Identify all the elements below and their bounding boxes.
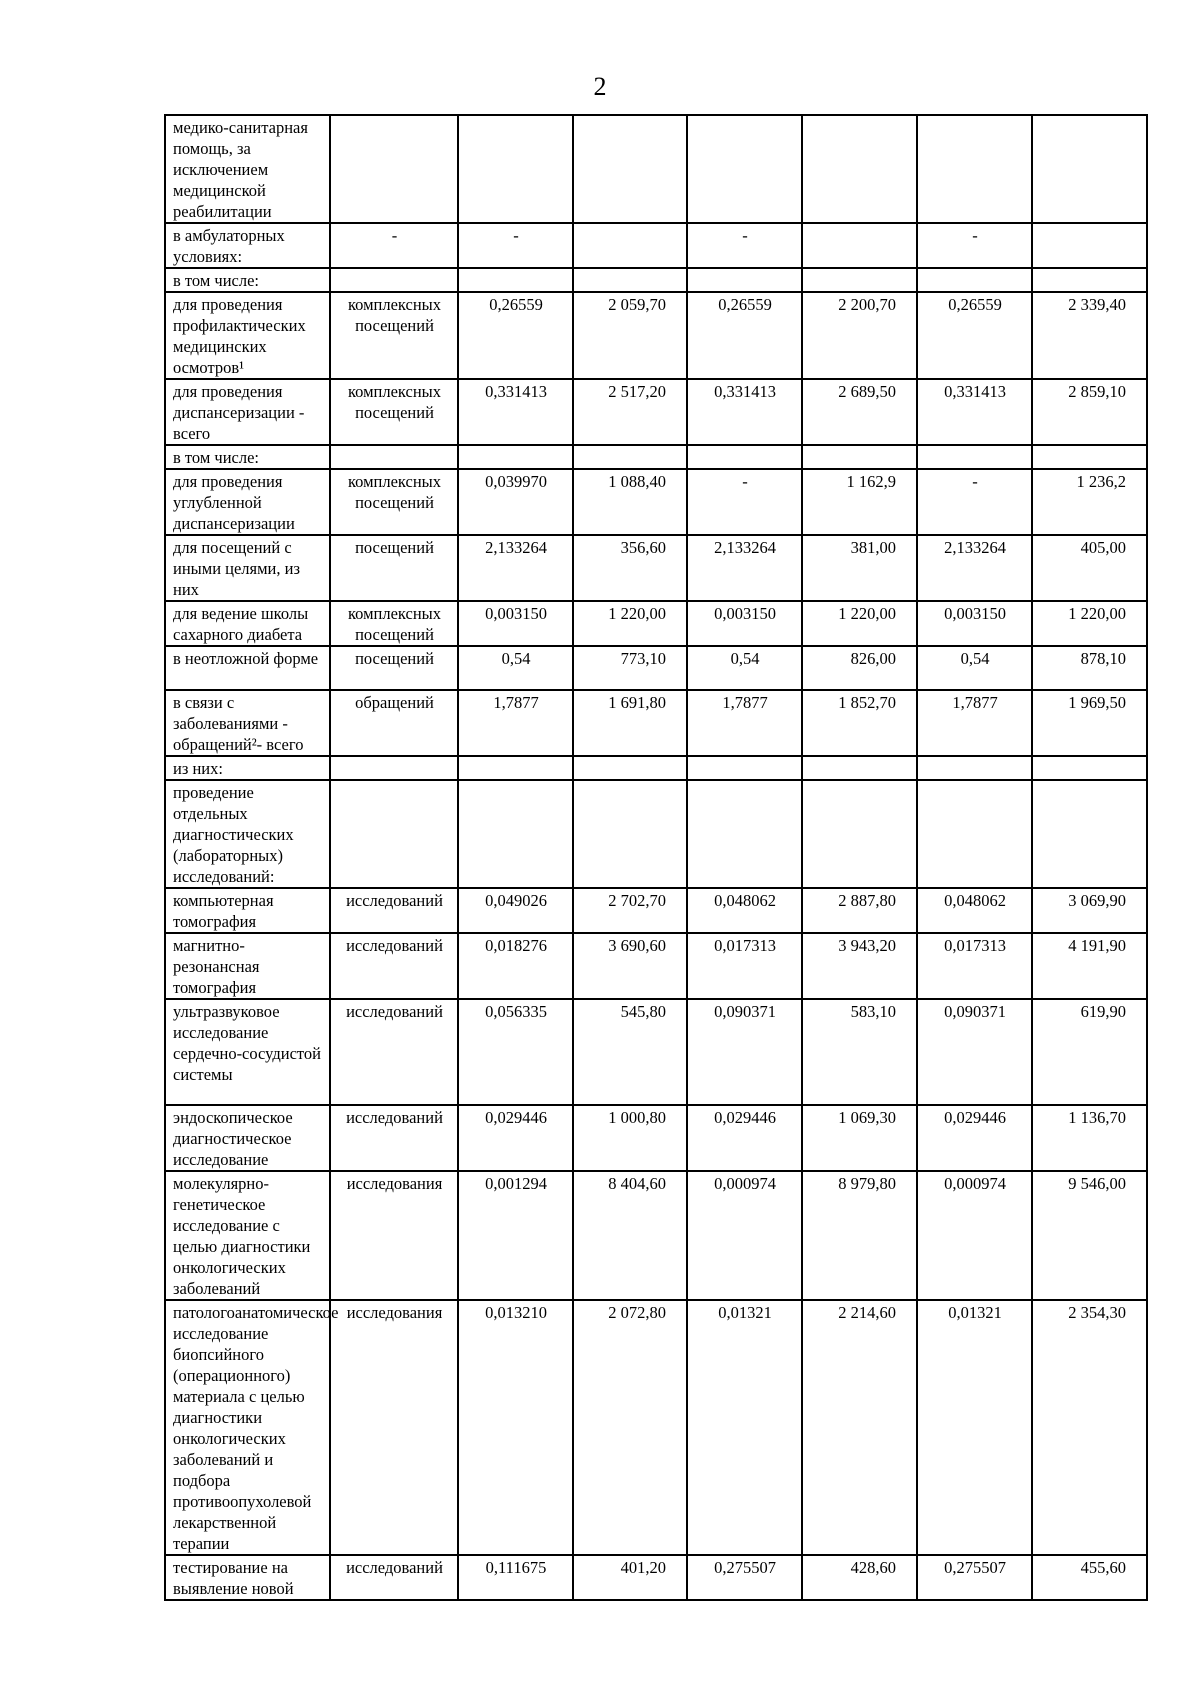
table-cell-cost-2: 2 689,50 (802, 379, 917, 445)
table-cell-cost-2 (802, 223, 917, 268)
table-cell-volume-1: 0,001294 (458, 1171, 573, 1300)
table-row (165, 780, 1147, 888)
table-row (165, 469, 1147, 535)
table-cell-unit: исследований (330, 933, 458, 999)
table-cell-unit: - (330, 223, 458, 268)
table-cell-volume-1: 0,029446 (458, 1105, 573, 1171)
table-cell-row-label: молекулярно-генетическое исследование с целью диагностики онкологических заболеваний (165, 1171, 330, 1300)
table-cell-row-label: эндоскопическое диагностическое исследование (165, 1105, 330, 1171)
table-cell-row-label: медико-санитарная помощь, за исключением медицинской реабилитации (165, 115, 330, 223)
table-cell-volume-3: 0,090371 (917, 999, 1032, 1105)
table-row (165, 646, 1147, 690)
table-cell-cost-1: 1 691,80 (573, 690, 687, 756)
table-cell-volume-2 (687, 268, 802, 292)
table-cell-unit (330, 115, 458, 223)
table-cell-cost-2: 428,60 (802, 1555, 917, 1600)
table-cell-volume-2 (687, 115, 802, 223)
table-cell-volume-3: 0,003150 (917, 601, 1032, 646)
table-cell-cost-2 (802, 780, 917, 888)
table-cell-row-label: для проведения углубленной диспансеризации (165, 469, 330, 535)
table-cell-cost-1: 1 088,40 (573, 469, 687, 535)
table-cell-cost-3 (1032, 445, 1147, 469)
table-cell-cost-2: 1 162,9 (802, 469, 917, 535)
table-cell-volume-3: - (917, 469, 1032, 535)
table-cell-row-label: компьютерная томография (165, 888, 330, 933)
table-cell-cost-1: 356,60 (573, 535, 687, 601)
table-cell-volume-1: 0,049026 (458, 888, 573, 933)
table-cell-volume-3: 0,029446 (917, 1105, 1032, 1171)
table-cell-volume-2: 0,01321 (687, 1300, 802, 1555)
table-row (165, 292, 1147, 379)
table-row (165, 1555, 1147, 1600)
table-cell-volume-2 (687, 445, 802, 469)
table-cell-unit: комплексных посещений (330, 292, 458, 379)
table-cell-cost-1: 3 690,60 (573, 933, 687, 999)
table-cell-volume-1: 0,056335 (458, 999, 573, 1105)
table-cell-cost-1: 401,20 (573, 1555, 687, 1600)
table-cell-cost-2: 583,10 (802, 999, 917, 1105)
table-cell-volume-1: 2,133264 (458, 535, 573, 601)
page-number: 2 (593, 72, 607, 101)
table-cell-unit: обращений (330, 690, 458, 756)
table-cell-volume-1 (458, 756, 573, 780)
table-cell-cost-1: 8 404,60 (573, 1171, 687, 1300)
table-cell-volume-1 (458, 780, 573, 888)
table-cell-cost-3: 2 859,10 (1032, 379, 1147, 445)
table-row (165, 690, 1147, 756)
table-cell-volume-2: 2,133264 (687, 535, 802, 601)
table-cell-volume-3: 1,7877 (917, 690, 1032, 756)
table-cell-cost-3: 1 236,2 (1032, 469, 1147, 535)
table-cell-cost-3 (1032, 223, 1147, 268)
table-cell-volume-2: 0,090371 (687, 999, 802, 1105)
table-cell-volume-1 (458, 268, 573, 292)
table-cell-unit: посещений (330, 535, 458, 601)
tariff-table (164, 114, 1148, 1601)
table-cell-volume-2: 0,275507 (687, 1555, 802, 1600)
table-cell-volume-1 (458, 445, 573, 469)
table-cell-cost-3 (1032, 756, 1147, 780)
table-row (165, 223, 1147, 268)
table-cell-row-label: в связи с заболеваниями - обращений²- всего (165, 690, 330, 756)
table-cell-unit: исследования (330, 1300, 458, 1555)
table-cell-cost-2: 1 852,70 (802, 690, 917, 756)
table-cell-cost-1: 773,10 (573, 646, 687, 690)
table-cell-volume-3: - (917, 223, 1032, 268)
table-cell-volume-2: 0,017313 (687, 933, 802, 999)
table-cell-cost-3: 3 069,90 (1032, 888, 1147, 933)
table-cell-volume-3: 0,01321 (917, 1300, 1032, 1555)
table-cell-volume-2: 0,029446 (687, 1105, 802, 1171)
table-cell-unit: исследований (330, 888, 458, 933)
table-cell-volume-2: 0,048062 (687, 888, 802, 933)
table-cell-cost-2 (802, 115, 917, 223)
table-cell-volume-3: 0,048062 (917, 888, 1032, 933)
table-cell-cost-2: 2 214,60 (802, 1300, 917, 1555)
table-cell-row-label: ультразвуковое исследование сердечно-сосудистой системы (165, 999, 330, 1105)
table-cell-unit: исследований (330, 1105, 458, 1171)
table-row (165, 1300, 1147, 1555)
table-cell-cost-3: 1 969,50 (1032, 690, 1147, 756)
table-cell-volume-3: 0,000974 (917, 1171, 1032, 1300)
table-cell-unit: комплексных посещений (330, 469, 458, 535)
table-cell-unit (330, 445, 458, 469)
table-row (165, 115, 1147, 223)
table-cell-volume-1: 0,003150 (458, 601, 573, 646)
table-cell-row-label: для проведения диспансеризации - всего (165, 379, 330, 445)
table-cell-volume-2: 1,7877 (687, 690, 802, 756)
table-cell-cost-3: 1 136,70 (1032, 1105, 1147, 1171)
table-cell-unit: посещений (330, 646, 458, 690)
table-cell-cost-2: 2 200,70 (802, 292, 917, 379)
table-row (165, 888, 1147, 933)
table-row (165, 933, 1147, 999)
table-cell-cost-3: 2 339,40 (1032, 292, 1147, 379)
table-cell-volume-2 (687, 780, 802, 888)
table-row (165, 535, 1147, 601)
table-cell-unit: исследований (330, 999, 458, 1105)
table-cell-row-label: для посещений с иными целями, из них (165, 535, 330, 601)
table-cell-cost-1 (573, 780, 687, 888)
table-cell-volume-2: - (687, 223, 802, 268)
table-row (165, 268, 1147, 292)
table-cell-row-label: проведение отдельных диагностических (лабораторных) исследований: (165, 780, 330, 888)
table-cell-row-label: в неотложной форме (165, 646, 330, 690)
table-cell-cost-2: 1 069,30 (802, 1105, 917, 1171)
table-cell-cost-1 (573, 445, 687, 469)
table-cell-volume-1: 0,54 (458, 646, 573, 690)
table-row (165, 445, 1147, 469)
table-cell-unit: исследований (330, 1555, 458, 1600)
table-cell-unit (330, 268, 458, 292)
table-cell-unit (330, 780, 458, 888)
table-cell-cost-1: 2 059,70 (573, 292, 687, 379)
table-cell-cost-3 (1032, 115, 1147, 223)
table-cell-cost-2: 1 220,00 (802, 601, 917, 646)
table-cell-volume-3 (917, 756, 1032, 780)
table-cell-volume-1: 0,26559 (458, 292, 573, 379)
table-cell-volume-2: 0,003150 (687, 601, 802, 646)
table-cell-cost-3: 9 546,00 (1032, 1171, 1147, 1300)
table-cell-volume-3: 0,54 (917, 646, 1032, 690)
table-cell-volume-1 (458, 115, 573, 223)
table-cell-unit: комплексных посещений (330, 601, 458, 646)
table-cell-volume-1: 0,013210 (458, 1300, 573, 1555)
table-cell-cost-3 (1032, 780, 1147, 888)
table-cell-volume-3: 0,017313 (917, 933, 1032, 999)
table-cell-cost-3: 1 220,00 (1032, 601, 1147, 646)
table-row (165, 756, 1147, 780)
table-cell-volume-3 (917, 780, 1032, 888)
table-cell-row-label: для проведения профилактических медицинских осмотров¹ (165, 292, 330, 379)
table-cell-cost-1: 2 702,70 (573, 888, 687, 933)
table-cell-volume-1: 0,018276 (458, 933, 573, 999)
table-cell-unit: комплексных посещений (330, 379, 458, 445)
table-cell-volume-1: 0,039970 (458, 469, 573, 535)
table-cell-cost-2 (802, 756, 917, 780)
table-cell-volume-2 (687, 756, 802, 780)
table-cell-volume-3: 0,275507 (917, 1555, 1032, 1600)
table-cell-cost-1 (573, 223, 687, 268)
table-cell-row-label: в том числе: (165, 268, 330, 292)
table-cell-unit: исследования (330, 1171, 458, 1300)
table-cell-volume-3 (917, 268, 1032, 292)
table-cell-volume-2: 0,000974 (687, 1171, 802, 1300)
table-cell-cost-1: 545,80 (573, 999, 687, 1105)
table-cell-cost-1: 2 517,20 (573, 379, 687, 445)
table-cell-volume-1: 0,111675 (458, 1555, 573, 1600)
table-row (165, 379, 1147, 445)
table-cell-volume-2: 0,54 (687, 646, 802, 690)
table-cell-volume-3: 2,133264 (917, 535, 1032, 601)
table-cell-cost-3: 619,90 (1032, 999, 1147, 1105)
table-cell-row-label: магнитно-резонансная томография (165, 933, 330, 999)
table-body (165, 115, 1147, 1600)
table-cell-unit (330, 756, 458, 780)
table-cell-cost-2: 381,00 (802, 535, 917, 601)
table-cell-cost-1 (573, 756, 687, 780)
table-row (165, 1171, 1147, 1300)
table-cell-volume-2: 0,26559 (687, 292, 802, 379)
table-cell-cost-3: 878,10 (1032, 646, 1147, 690)
table-cell-volume-3: 0,26559 (917, 292, 1032, 379)
table-cell-cost-2 (802, 445, 917, 469)
table-cell-cost-1: 1 220,00 (573, 601, 687, 646)
table-cell-volume-2: - (687, 469, 802, 535)
table-cell-volume-2: 0,331413 (687, 379, 802, 445)
table-cell-volume-3 (917, 445, 1032, 469)
table-cell-cost-3 (1032, 268, 1147, 292)
table-cell-cost-2 (802, 268, 917, 292)
table-cell-volume-1: 0,331413 (458, 379, 573, 445)
table-cell-cost-2: 2 887,80 (802, 888, 917, 933)
table-cell-cost-1: 2 072,80 (573, 1300, 687, 1555)
table-cell-cost-1 (573, 115, 687, 223)
table-cell-volume-1: - (458, 223, 573, 268)
table-row (165, 601, 1147, 646)
table-cell-row-label: для ведение школы сахарного диабета (165, 601, 330, 646)
table-cell-row-label: из них: (165, 756, 330, 780)
table-cell-volume-1: 1,7877 (458, 690, 573, 756)
table-cell-cost-1 (573, 268, 687, 292)
table-cell-row-label: патологоанатомическое исследование биопсийного (операционного) материала с целью диагностики онкологических заболеваний и подбора противоопухолевой лекарственной терапии (165, 1300, 330, 1555)
table-cell-cost-2: 3 943,20 (802, 933, 917, 999)
table-cell-row-label: в амбулаторных условиях: (165, 223, 330, 268)
table-cell-row-label: тестирование на выявление новой (165, 1555, 330, 1600)
table-cell-volume-3 (917, 115, 1032, 223)
table-cell-cost-3: 4 191,90 (1032, 933, 1147, 999)
table-cell-cost-2: 826,00 (802, 646, 917, 690)
table-row (165, 1105, 1147, 1171)
table-cell-cost-1: 1 000,80 (573, 1105, 687, 1171)
table-cell-row-label: в том числе: (165, 445, 330, 469)
table-cell-cost-3: 455,60 (1032, 1555, 1147, 1600)
table-row (165, 999, 1147, 1105)
table-cell-cost-3: 405,00 (1032, 535, 1147, 601)
table-cell-volume-3: 0,331413 (917, 379, 1032, 445)
table-cell-cost-3: 2 354,30 (1032, 1300, 1147, 1555)
table-cell-cost-2: 8 979,80 (802, 1171, 917, 1300)
